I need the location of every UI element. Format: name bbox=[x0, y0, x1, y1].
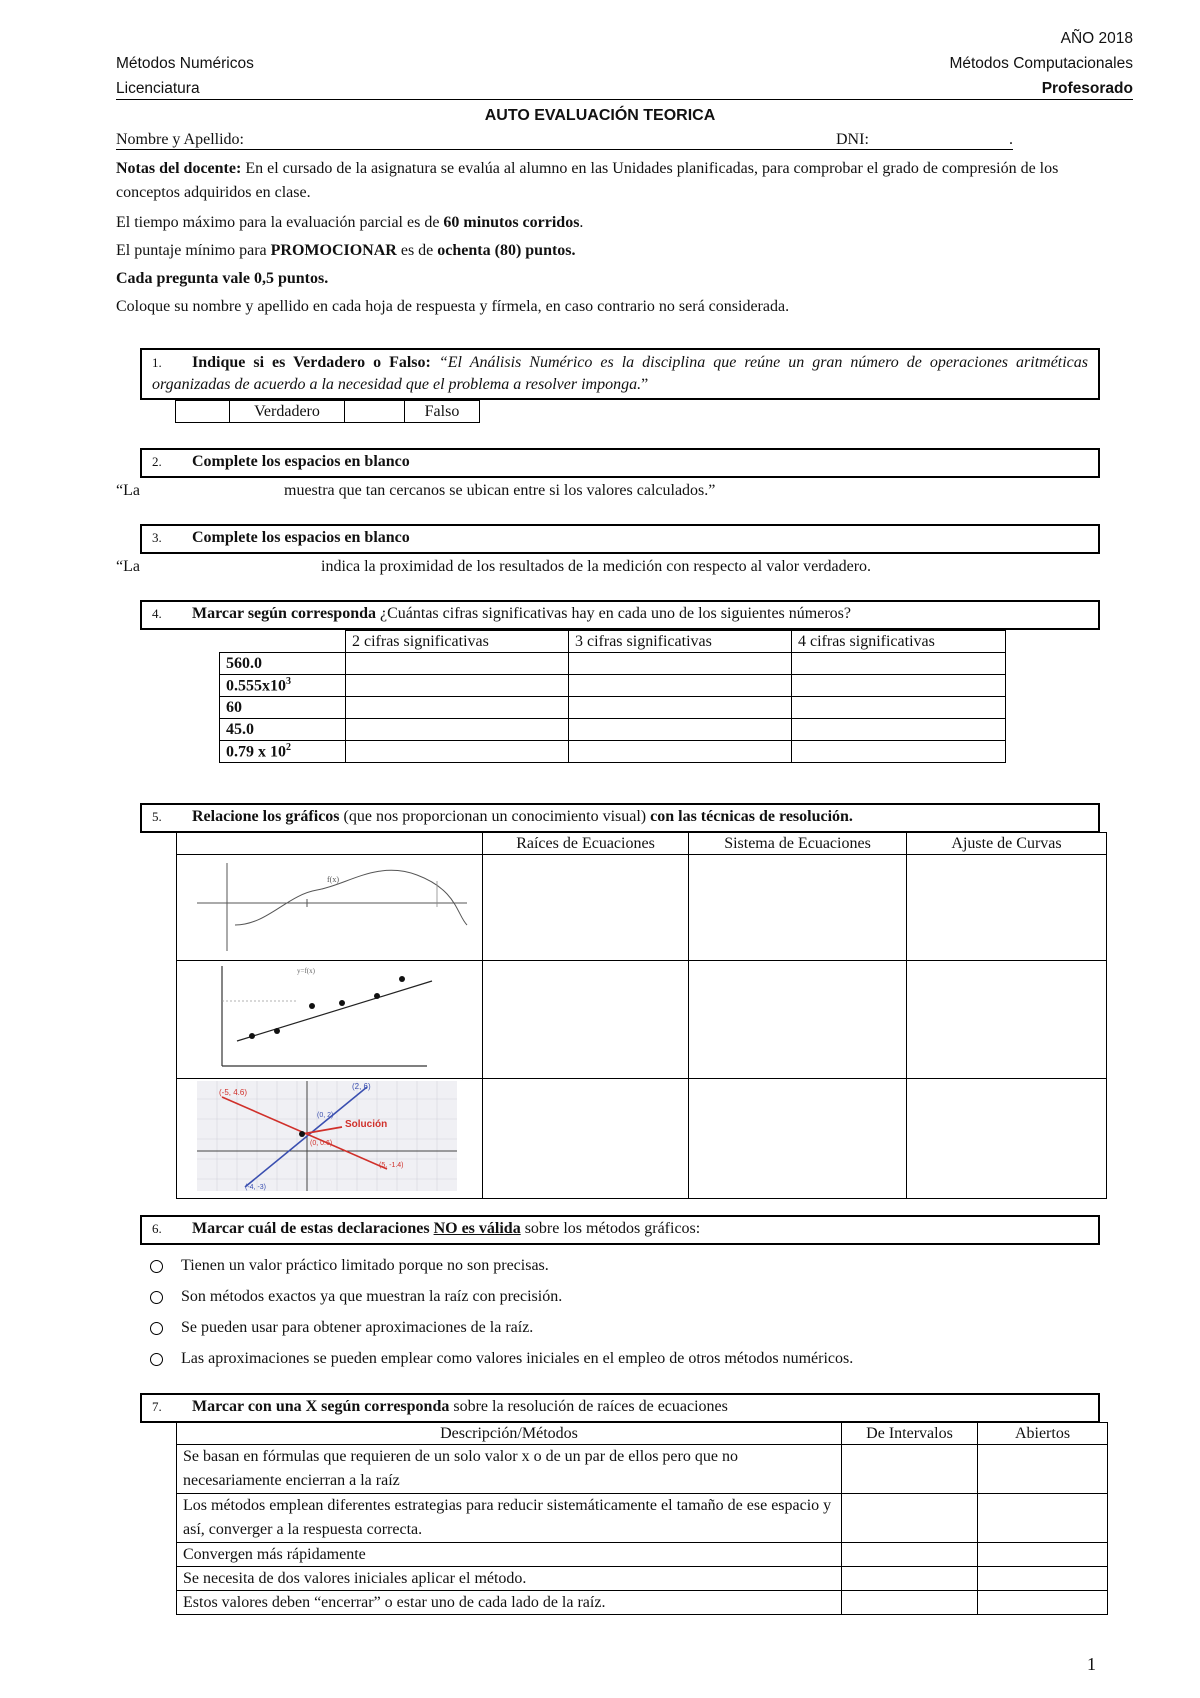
score-bold-1: PROMOCIONAR bbox=[270, 242, 397, 259]
header-2-figs: 2 cifras significativas bbox=[346, 631, 569, 653]
answer-cell[interactable] bbox=[792, 653, 1006, 675]
question-1-quote: “El Análisis Numérico es la disciplina que reúne un gran número de operaciones aritméticas organizadas de acuerdo a la necesidad que el problema a resolver imponga. bbox=[152, 354, 1089, 393]
time-note-bold: 60 minutos corridos bbox=[443, 214, 580, 231]
question-2-title: Complete los espacios en blanco bbox=[192, 453, 410, 470]
answer-cell[interactable] bbox=[346, 697, 569, 719]
question-3-blank[interactable] bbox=[156, 558, 316, 576]
answer-cell[interactable] bbox=[792, 697, 1006, 719]
question-5-box bbox=[140, 803, 1100, 833]
option-4[interactable] bbox=[150, 1350, 853, 1368]
answer-cell[interactable] bbox=[792, 741, 1006, 763]
points-note: Cada pregunta vale 0,5 puntos. bbox=[116, 270, 329, 287]
method-description: Se basan en fórmulas que requieren de un solo valor x o de un par de ellos pero que no necesariamente encierran a la raíz bbox=[177, 1445, 842, 1494]
data-point bbox=[339, 1000, 345, 1006]
check-cell[interactable] bbox=[842, 1494, 978, 1543]
notes-label: Notas del docente: bbox=[116, 160, 242, 177]
career-right: Profesorado bbox=[1041, 80, 1133, 97]
radio-circle[interactable] bbox=[150, 1322, 163, 1335]
radio-circle[interactable] bbox=[150, 1260, 163, 1273]
answer-cell[interactable] bbox=[569, 697, 792, 719]
question-2-box bbox=[140, 448, 1100, 478]
answer-cell[interactable] bbox=[569, 741, 792, 763]
page-title: AUTO EVALUACIÓN TEORICA bbox=[484, 107, 716, 124]
check-cell[interactable] bbox=[842, 1591, 978, 1615]
number-base: 0.79 x 10 bbox=[226, 743, 286, 761]
graph-cell-1 bbox=[177, 855, 483, 961]
question-2-start: “La bbox=[116, 482, 140, 499]
question-4-number: 4. bbox=[152, 606, 162, 621]
answer-cell[interactable] bbox=[346, 719, 569, 741]
solution-point bbox=[299, 1131, 305, 1137]
answer-cell[interactable] bbox=[346, 741, 569, 763]
question-6-box bbox=[140, 1215, 1100, 1245]
question-3-start: “La bbox=[116, 558, 140, 575]
header-3-figs: 3 cifras significativas bbox=[569, 631, 792, 653]
method-description: Se necesita de dos valores iniciales aplicar el método. bbox=[177, 1567, 842, 1591]
option-text: Son métodos exactos ya que muestran la raíz con precisión. bbox=[181, 1288, 563, 1305]
answer-cell[interactable] bbox=[792, 675, 1006, 697]
question-4-text: ¿Cuántas cifras significativas hay en cada uno de los siguientes números? bbox=[376, 605, 851, 622]
data-point bbox=[309, 1003, 315, 1009]
year-label: AÑO 2018 bbox=[1060, 30, 1133, 47]
header-roots: Raíces de Ecuaciones bbox=[483, 833, 689, 855]
question-5-title: Relacione los gráficos bbox=[192, 808, 340, 825]
point-label: (-5, 4.6) bbox=[219, 1088, 248, 1097]
question-1-number: 1. bbox=[152, 355, 162, 370]
question-3-box bbox=[140, 524, 1100, 554]
header-curve-fit: Ajuste de Curvas bbox=[907, 833, 1107, 855]
name-label: Nombre y Apellido: bbox=[116, 131, 244, 148]
question-1-close: ” bbox=[641, 376, 649, 393]
answer-cell[interactable] bbox=[346, 675, 569, 697]
check-cell[interactable] bbox=[842, 1445, 978, 1494]
question-5-number: 5. bbox=[152, 809, 162, 824]
check-cell[interactable] bbox=[978, 1567, 1108, 1591]
header-systems: Sistema de Ecuaciones bbox=[689, 833, 907, 855]
answer-cell[interactable] bbox=[569, 719, 792, 741]
answer-cell[interactable] bbox=[792, 719, 1006, 741]
radio-circle[interactable] bbox=[150, 1353, 163, 1366]
sign-note: Coloque su nombre y apellido en cada hoja de respuesta y fírmela, en caso contrario no será considerada. bbox=[116, 298, 790, 315]
question-1-title: Indique si es Verdadero o Falso: bbox=[192, 354, 431, 371]
number-exponent: 3 bbox=[286, 675, 291, 687]
question-2-sentence bbox=[116, 482, 1016, 500]
graph-match-table bbox=[176, 832, 1107, 1199]
point-label: (-4, -3) bbox=[245, 1184, 266, 1191]
time-note-post: . bbox=[579, 214, 584, 231]
header-rule bbox=[116, 99, 1133, 100]
question-3-number: 3. bbox=[152, 530, 162, 545]
question-6-title-underline: NO es válida bbox=[433, 1220, 521, 1237]
true-label: Verdadero bbox=[230, 401, 345, 423]
question-2-blank[interactable] bbox=[156, 482, 296, 500]
question-3-rest: indica la proximidad de los resultados de la medición con respecto al valor verdadero. bbox=[321, 558, 872, 575]
question-1-box bbox=[140, 348, 1100, 400]
point-label: (0, 0.6) bbox=[310, 1140, 333, 1147]
check-cell[interactable] bbox=[978, 1591, 1108, 1615]
time-note bbox=[116, 214, 583, 232]
question-2-rest: muestra que tan cercanos se ubican entre si los valores calculados.” bbox=[284, 482, 716, 499]
answer-cell[interactable] bbox=[346, 653, 569, 675]
question-1-answer-table bbox=[175, 400, 480, 423]
solution-label: Solución bbox=[345, 1119, 388, 1130]
root-methods-table bbox=[176, 1422, 1108, 1615]
sig-figs-corner bbox=[220, 631, 346, 653]
point-label: (2, 6) bbox=[352, 1082, 371, 1091]
option-text: Las aproximaciones se pueden emplear como valores iniciales en el empleo de otros métodos numéricos. bbox=[181, 1350, 854, 1367]
question-6-title-post: sobre los métodos gráficos: bbox=[520, 1220, 701, 1237]
false-label: Falso bbox=[405, 401, 480, 423]
dni-label: DNI: bbox=[836, 131, 869, 148]
number-exponent: 2 bbox=[286, 741, 291, 753]
header-description: Descripción/Métodos bbox=[177, 1423, 842, 1445]
function-curve bbox=[235, 870, 467, 925]
number-row-label bbox=[220, 675, 346, 697]
match-cell[interactable] bbox=[907, 1079, 1107, 1199]
number-base: 0.555x10 bbox=[226, 677, 286, 695]
career-left: Licenciatura bbox=[116, 80, 200, 97]
check-cell[interactable] bbox=[978, 1494, 1108, 1543]
method-description: Convergen más rápidamente bbox=[177, 1543, 842, 1567]
score-mid: es de bbox=[396, 242, 438, 259]
score-bold-2: ochenta (80) puntos. bbox=[437, 242, 576, 259]
question-6-title-pre: Marcar cuál de estas declaraciones bbox=[192, 1220, 434, 1237]
match-cell[interactable] bbox=[689, 1079, 907, 1199]
method-description: Los métodos emplean diferentes estrategias para reducir sistemáticamente el tamaño de ese espacio y así, converger a la respuesta correcta. bbox=[177, 1494, 842, 1543]
option-2[interactable] bbox=[150, 1288, 562, 1306]
option-3[interactable] bbox=[150, 1319, 533, 1337]
question-7-box bbox=[140, 1393, 1100, 1423]
check-cell[interactable] bbox=[978, 1543, 1108, 1567]
data-point bbox=[399, 976, 405, 982]
match-cell[interactable] bbox=[907, 855, 1107, 961]
data-point bbox=[374, 993, 380, 999]
name-underline bbox=[116, 149, 1013, 150]
option-text: Se pueden usar para obtener aproximaciones de la raíz. bbox=[181, 1319, 534, 1336]
check-cell[interactable] bbox=[842, 1543, 978, 1567]
number-row-label bbox=[220, 741, 346, 763]
number-row-label: 45.0 bbox=[220, 719, 346, 741]
question-7-title-post: sobre la resolución de raíces de ecuaciones bbox=[449, 1398, 728, 1415]
score-pre: El puntaje mínimo para bbox=[116, 242, 271, 259]
score-note bbox=[116, 242, 576, 260]
number-row-label: 560.0 bbox=[220, 653, 346, 675]
data-point bbox=[274, 1028, 280, 1034]
question-2-number: 2. bbox=[152, 454, 162, 469]
answer-cell[interactable] bbox=[569, 675, 792, 697]
root-graph bbox=[177, 855, 477, 955]
time-note-pre: El tiempo máximo para la evaluación parcial es de bbox=[116, 214, 444, 231]
option-1[interactable] bbox=[150, 1257, 549, 1275]
notes-block bbox=[116, 157, 1116, 205]
question-3-sentence bbox=[116, 558, 1076, 576]
true-checkbox[interactable] bbox=[176, 401, 230, 423]
graph-cell-2 bbox=[177, 961, 483, 1079]
grid-background bbox=[197, 1081, 457, 1191]
fit-line bbox=[237, 981, 432, 1041]
dni-end: . bbox=[1009, 131, 1013, 148]
yfx-label: y=f(x) bbox=[297, 967, 315, 975]
header-open: Abiertos bbox=[978, 1423, 1108, 1445]
graph-cell-3 bbox=[177, 1079, 483, 1199]
match-cell[interactable] bbox=[689, 855, 907, 961]
header-bracketing: De Intervalos bbox=[842, 1423, 978, 1445]
page-number: 1 bbox=[1087, 1654, 1096, 1674]
sig-figs-table bbox=[219, 630, 1006, 763]
data-point bbox=[249, 1033, 255, 1039]
match-cell[interactable] bbox=[483, 961, 689, 1079]
check-cell[interactable] bbox=[978, 1445, 1108, 1494]
name-field-row[interactable] bbox=[116, 131, 1016, 151]
point-label: (5, -1.4) bbox=[379, 1162, 404, 1169]
question-5-mid: (que nos proporcionan un conocimiento visual) bbox=[339, 808, 651, 825]
number-row-label: 60 bbox=[220, 697, 346, 719]
course-left: Métodos Numéricos bbox=[116, 55, 254, 72]
question-7-title: Marcar con una X según corresponda bbox=[192, 1398, 450, 1415]
curve-fit-graph bbox=[177, 961, 477, 1073]
match-cell[interactable] bbox=[689, 961, 907, 1079]
header-4-figs: 4 cifras significativas bbox=[792, 631, 1006, 653]
question-4-box bbox=[140, 600, 1100, 630]
system-graph bbox=[177, 1079, 477, 1193]
question-3-title: Complete los espacios en blanco bbox=[192, 529, 410, 546]
question-4-title: Marcar según corresponda bbox=[192, 605, 376, 622]
option-text: Tienen un valor práctico limitado porque no son precisas. bbox=[181, 1257, 549, 1274]
check-cell[interactable] bbox=[842, 1567, 978, 1591]
point-label: (0, 2) bbox=[317, 1112, 334, 1119]
match-cell[interactable] bbox=[907, 961, 1107, 1079]
method-description: Estos valores deben “encerrar” o estar uno de cada lado de la raíz. bbox=[177, 1591, 842, 1615]
radio-circle[interactable] bbox=[150, 1291, 163, 1304]
graph-header-empty bbox=[177, 833, 483, 855]
fx-label: f(x) bbox=[327, 875, 339, 884]
question-5-title-2: con las técnicas de resolución. bbox=[650, 808, 853, 825]
question-7-number: 7. bbox=[152, 1399, 162, 1414]
question-6-number: 6. bbox=[152, 1221, 162, 1236]
notes-text: En el cursado de la asignatura se evalúa al alumno en las Unidades planificadas, para comprobar el grado de compresión de los conceptos adquiridos en clase. bbox=[116, 160, 1059, 201]
match-cell[interactable] bbox=[483, 855, 689, 961]
answer-cell[interactable] bbox=[569, 653, 792, 675]
false-checkbox[interactable] bbox=[345, 401, 405, 423]
match-cell[interactable] bbox=[483, 1079, 689, 1199]
course-right: Métodos Computacionales bbox=[949, 55, 1133, 72]
